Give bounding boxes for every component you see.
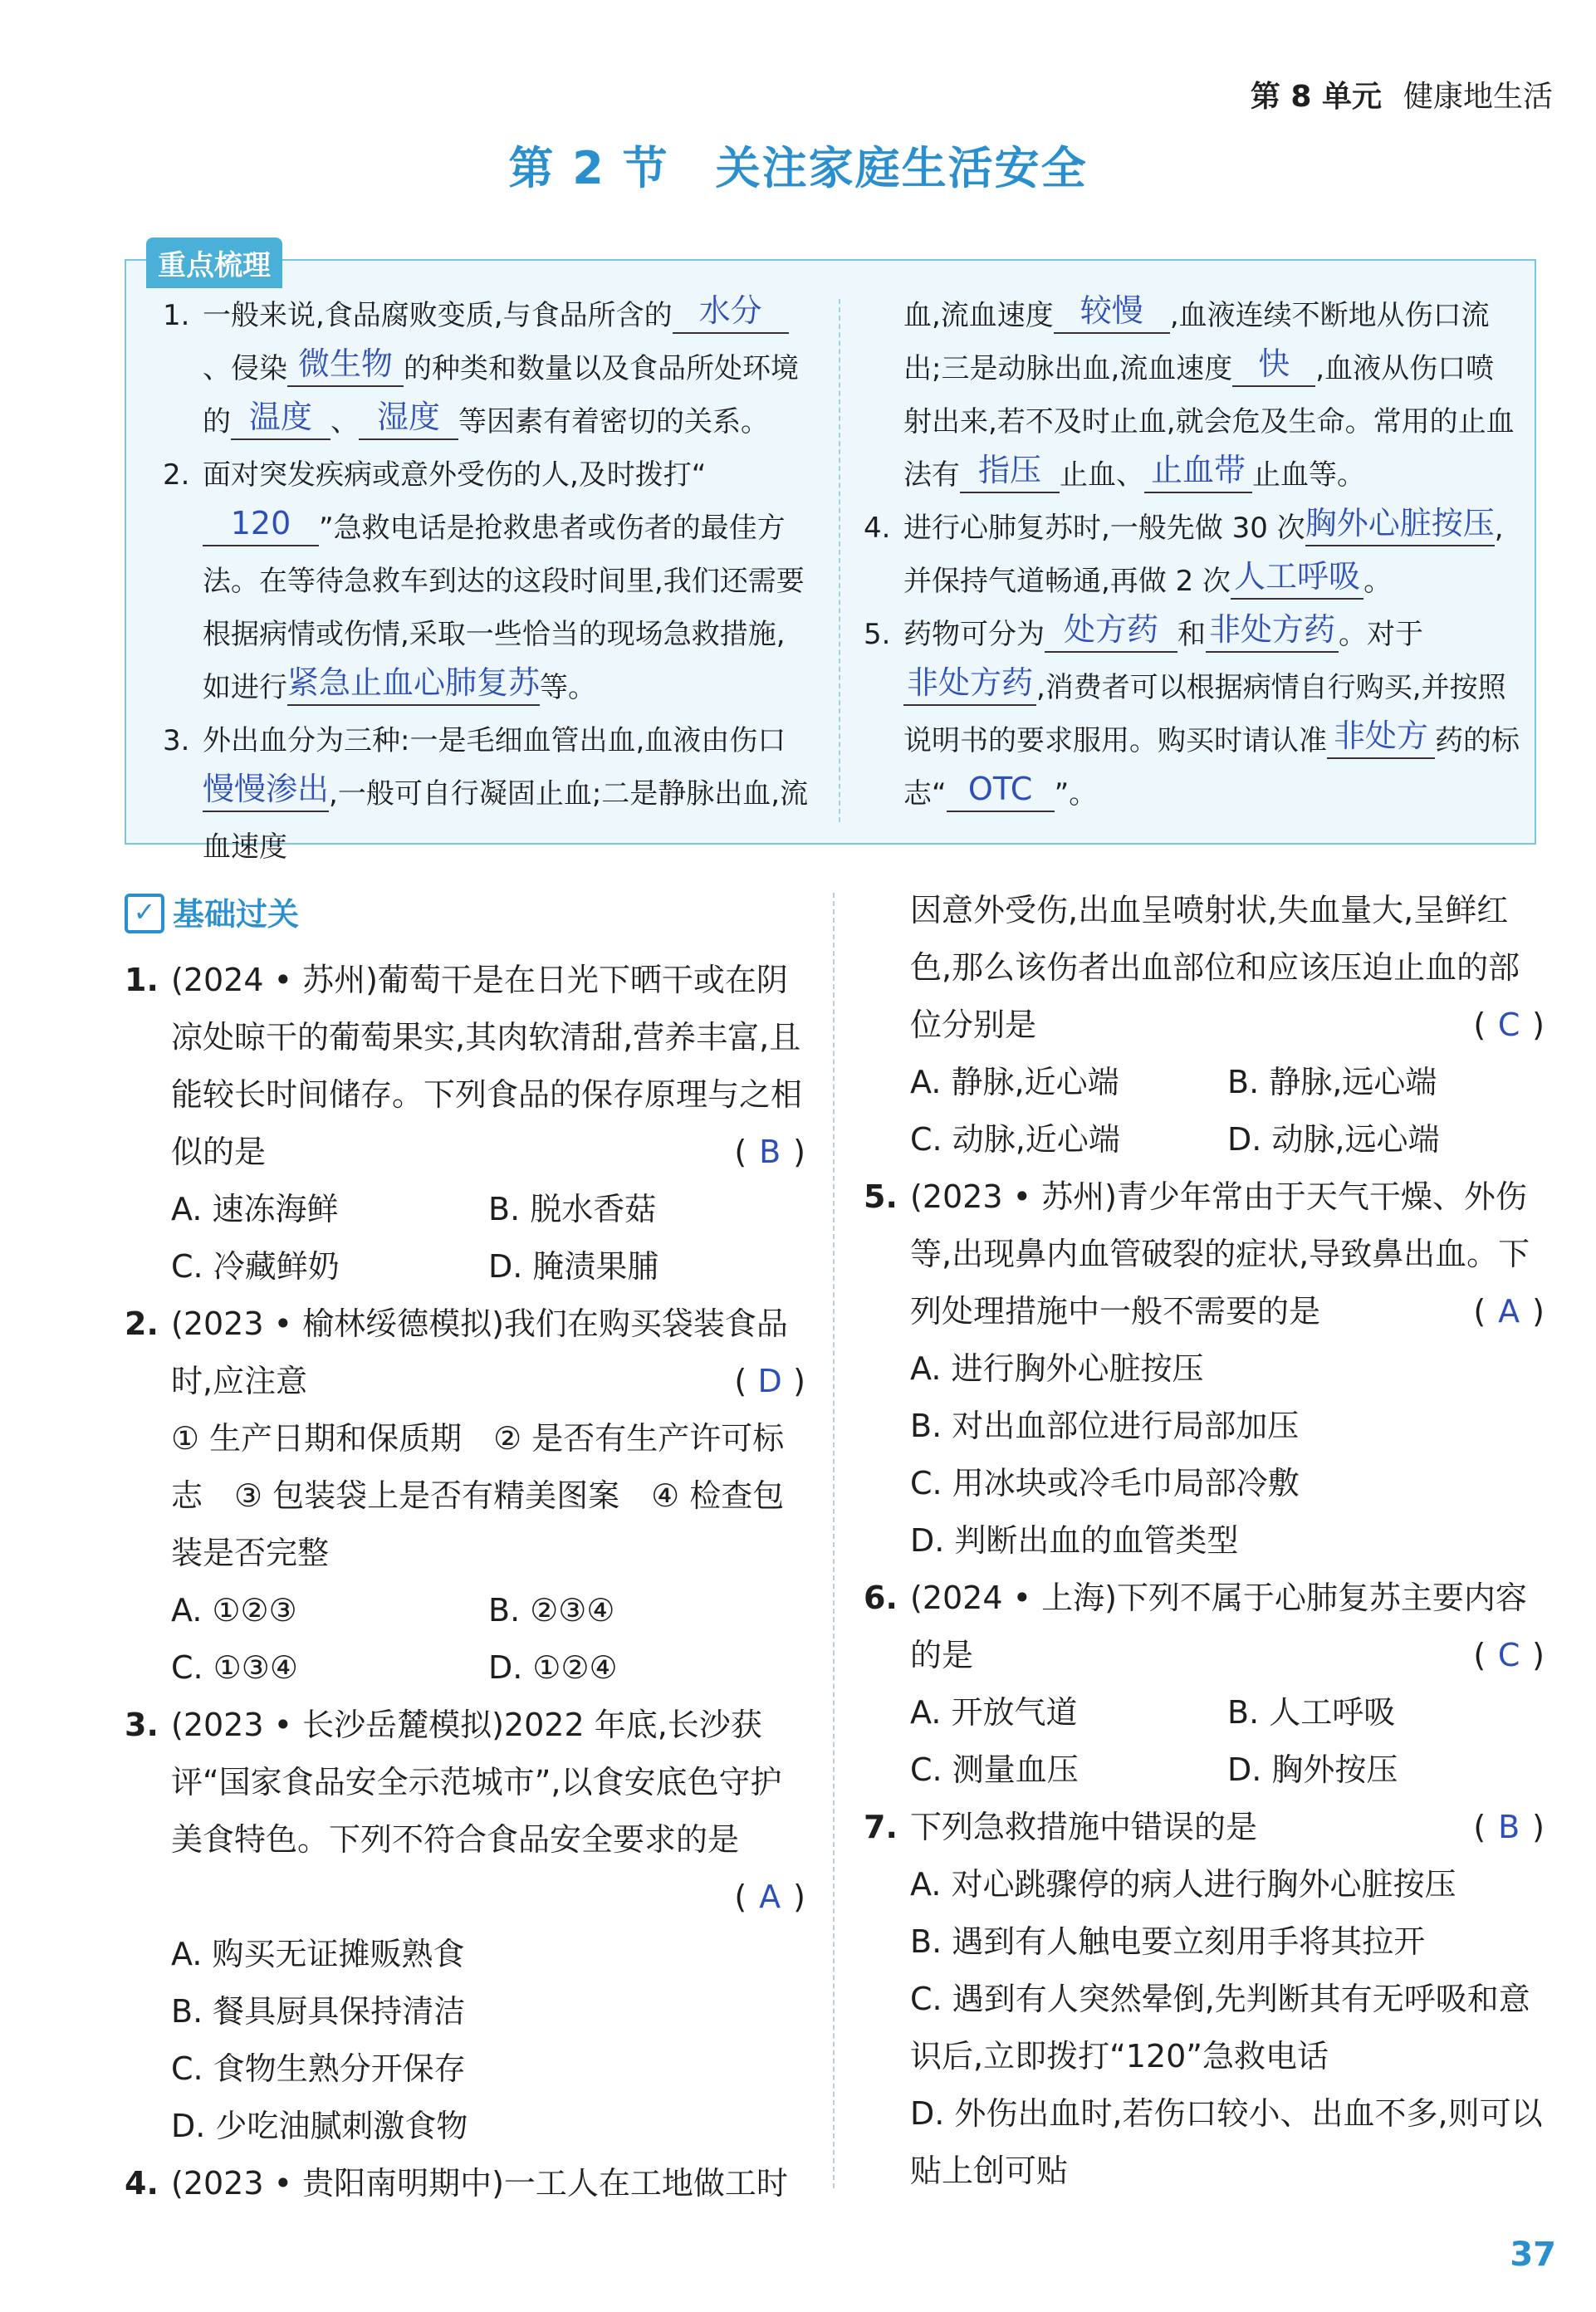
answer-blank: 人工呼吸 [1231, 555, 1363, 600]
option: D. 外伤出血时,若伤口较小、出血不多,则可以贴上创可贴 [910, 2095, 1543, 2189]
option: D. 胸外按压 [1227, 1751, 1398, 1788]
page-title [0, 133, 1596, 197]
answer-blank: 指压 [960, 448, 1060, 493]
question-5 [864, 1168, 1545, 1570]
option: C. ①③④ [171, 1649, 298, 1686]
question-stem: 因意外受伤,出血呈喷射状,失血量大,呈鲜红色,那么该伤者出血部位和应该压迫止血的部位分别是 [910, 892, 1520, 1043]
question-4-start [125, 2155, 805, 2212]
option: A. 静脉,近心端 [910, 1064, 1119, 1100]
answer-blank: 处方药 [1045, 608, 1177, 653]
answer-blank: 快 [1232, 342, 1315, 387]
answer-bracket: ( C ) [1473, 997, 1545, 1054]
summary-divider [839, 299, 840, 822]
question-7 [864, 1799, 1545, 2200]
page-number: 37 [1510, 2236, 1556, 2274]
option: B. 静脉,远心端 [1227, 1064, 1437, 1100]
answer-blank: 非处方药 [1206, 608, 1339, 653]
option: D. 动脉,远心端 [1227, 1121, 1440, 1158]
answer-blank: 胸外心脏按压 [1305, 502, 1495, 546]
unit-header [1251, 73, 1553, 115]
answer-bracket: ( B ) [734, 1124, 805, 1181]
answer-blank: 湿度 [359, 395, 458, 440]
option: B. 脱水香菇 [488, 1191, 657, 1227]
option: C. 测量血压 [910, 1751, 1079, 1788]
answer: B [759, 1134, 781, 1170]
answer-blank: 非处方药 [903, 661, 1036, 706]
answer-bracket: ( B ) [1473, 1799, 1545, 1856]
question-number: 1. [125, 962, 159, 998]
answer: A [1498, 1293, 1520, 1330]
summary-item-5: 5. 药物可分为 处方药 和 非处方药 。对于非处方药 ,消费者可以根据病情自行购买,并按照说明书的要求服用。购买时请认准 非处方 药的标志“ OTC ”。 [864, 608, 1520, 820]
option: B. ②③④ [488, 1592, 615, 1629]
practice-divider [833, 893, 835, 2188]
answer: D [757, 1363, 782, 1399]
question-6 [864, 1570, 1545, 1799]
option: A. 购买无证摊贩熟食 [171, 1936, 465, 1972]
answer-blank: 慢慢渗出 [203, 767, 329, 812]
section-number: 第 2 节 [508, 142, 669, 194]
continued-text: 血,流血速度 [903, 299, 1054, 332]
question-2 [125, 1296, 805, 1697]
options [171, 1582, 805, 1697]
answer-blank: 止血带 [1144, 448, 1252, 493]
answer-bracket: ( C ) [1473, 1627, 1545, 1684]
unit-title: 健康地生活 [1403, 80, 1553, 114]
question-number: 2. [125, 1305, 159, 1342]
question-number: 6. [864, 1580, 898, 1616]
question-number: 4. [125, 2165, 159, 2202]
option: A. 速冻海鲜 [171, 1191, 339, 1227]
question-3 [125, 1697, 805, 2155]
practice-heading: ✓ 基础过关 [125, 889, 299, 937]
question-number: 3. [125, 1707, 159, 1743]
item-number: 3. [163, 724, 190, 757]
answer: C [1497, 1007, 1520, 1043]
option: D. 少吃油腻刺激食物 [171, 2108, 468, 2144]
question-stem: (2023 • 苏州)青少年常由于天气干燥、外伤等,出现鼻内血管破裂的症状,导致鼻出血。下列处理措施中一般不需要的是 [910, 1178, 1530, 1330]
answer-blank: 温度 [231, 395, 330, 440]
question-number: 7. [864, 1809, 898, 1845]
summary-item-4: 4. 进行心肺复苏时,一般先做 30 次胸外心脏按压,并保持气道畅通,再做 2 次 人工呼吸 。 [864, 502, 1520, 608]
answer-blank: 非处方 [1327, 714, 1435, 759]
question-stem: 下列急救措施中错误的是 [910, 1809, 1258, 1845]
summary-item-3: 3. 外出血分为三种:一是毛细血管出血,血液由伤口慢慢渗出,一般可自行凝固止血;二是静脉出血,流血速度 [163, 714, 810, 820]
answer-bracket: ( A ) [1473, 1283, 1545, 1340]
option: B. 对出血部位进行局部加压 [910, 1408, 1300, 1444]
option: D. 判断出血的血管类型 [910, 1522, 1239, 1559]
summary-tag: 重点梳理 [146, 238, 282, 288]
options [910, 1054, 1545, 1168]
item-number: 2. [163, 458, 190, 492]
answer-bracket: ( D ) [734, 1353, 805, 1410]
answer-blank: 水分 [673, 289, 789, 334]
question-stem: (2024 • 苏州)葡萄干是在日光下晒干或在阴凉处晾干的葡萄果实,其肉软清甜,营养丰富,且能较长时间储存。下列食品的保存原理与之相似的是 [171, 962, 803, 1170]
question-stem: (2023 • 榆林绥德模拟)我们在购买袋装食品时,应注意 [171, 1305, 788, 1399]
option: D. ①②④ [488, 1649, 618, 1686]
option: D. 腌渍果脯 [488, 1248, 659, 1285]
summary-item-1: 1. 一般来说,食品腐败变质,与食品所含的 水分、侵染 微生物 的种类和数量以及食品所处环境的 温度 、 湿度 等因素有着密切的关系。 [163, 289, 810, 448]
answer: B [1498, 1809, 1520, 1845]
summary-item-2: 2. 面对突发疾病或意外受伤的人,及时拨打“120 ”急救电话是抢救患者或伤者的最佳方法。在等待急救车到达的这段时间里,我们还需要根据病情或伤情,采取一些恰当的现场急救措施,如进行紧急止血心肺复苏等。 [163, 448, 810, 714]
option: A. 进行胸外心脏按压 [910, 1350, 1204, 1387]
option: C. 冷藏鲜奶 [171, 1248, 340, 1285]
unit-number: 第 8 单元 [1250, 80, 1382, 114]
option: A. ①②③ [171, 1592, 297, 1629]
options [171, 1181, 805, 1296]
option: C. 遇到有人突然晕倒,先判断其有无呼吸和意识后,立即拨打“120”急救电话 [910, 1981, 1530, 2074]
practice-left-column [125, 952, 805, 2212]
answer: A [759, 1878, 781, 1915]
question-1 [125, 952, 805, 1296]
option: C. 动脉,近心端 [910, 1121, 1120, 1158]
question-number: 5. [864, 1178, 898, 1215]
question-stem: (2023 • 长沙岳麓模拟)2022 年底,长沙获评“国家食品安全示范城市”,以食安底色守护美食特色。下列不符合食品安全要求的是 [171, 1707, 782, 1858]
option: B. 餐具厨具保持清洁 [171, 1993, 466, 2030]
answer: C [1497, 1637, 1520, 1673]
option: C. 食物生熟分开保存 [171, 2050, 466, 2087]
summary-right-column [864, 289, 1520, 820]
answer-blank: 120 [203, 502, 319, 546]
question-stem: (2023 • 贵阳南明期中)一工人在工地做工时 [171, 2165, 788, 2202]
item-number: 5. [864, 618, 891, 651]
checkbox-icon: ✓ [125, 894, 164, 933]
question-4-continued [864, 882, 1545, 1168]
options [910, 1684, 1545, 1799]
answer-bracket: ( A ) [734, 1878, 805, 1915]
option: B. 人工呼吸 [1227, 1694, 1396, 1731]
summary-item-3-continued: 血,流血速度 较慢 ,血液连续不断地从伤口流出;三是动脉出血,流血速度 快 ,血液从伤口喷射出来,若不及时止血,就会危及生命。常用的止血法有 指压 止血、 止血带 止血等。 [864, 289, 1520, 502]
answer-blank: OTC [947, 767, 1055, 812]
option: B. 遇到有人触电要立刻用手将其拉开 [910, 1923, 1426, 1960]
answer-blank: 微生物 [287, 342, 404, 387]
option: A. 对心跳骤停的病人进行胸外心脏按压 [910, 1866, 1456, 1903]
question-extra: ① 生产日期和保质期 ② 是否有生产许可标志 ③ 包装袋上是否有精美图案 ④ 检查包装是否完整 [171, 1420, 785, 1571]
question-stem: (2024 • 上海)下列不属于心肺复苏主要内容的是 [910, 1580, 1527, 1673]
answer-blank: 紧急止血心肺复苏 [287, 661, 540, 706]
summary-left-column [163, 289, 810, 864]
answer-blank: 较慢 [1054, 289, 1170, 334]
option: A. 开放气道 [910, 1694, 1078, 1731]
section-name: 关注家庭生活安全 [715, 142, 1088, 194]
practice-right-column [864, 882, 1545, 2200]
item-number: 4. [864, 512, 891, 545]
option: C. 用冰块或冷毛巾局部冷敷 [910, 1465, 1300, 1501]
item-number: 1. [163, 299, 190, 332]
